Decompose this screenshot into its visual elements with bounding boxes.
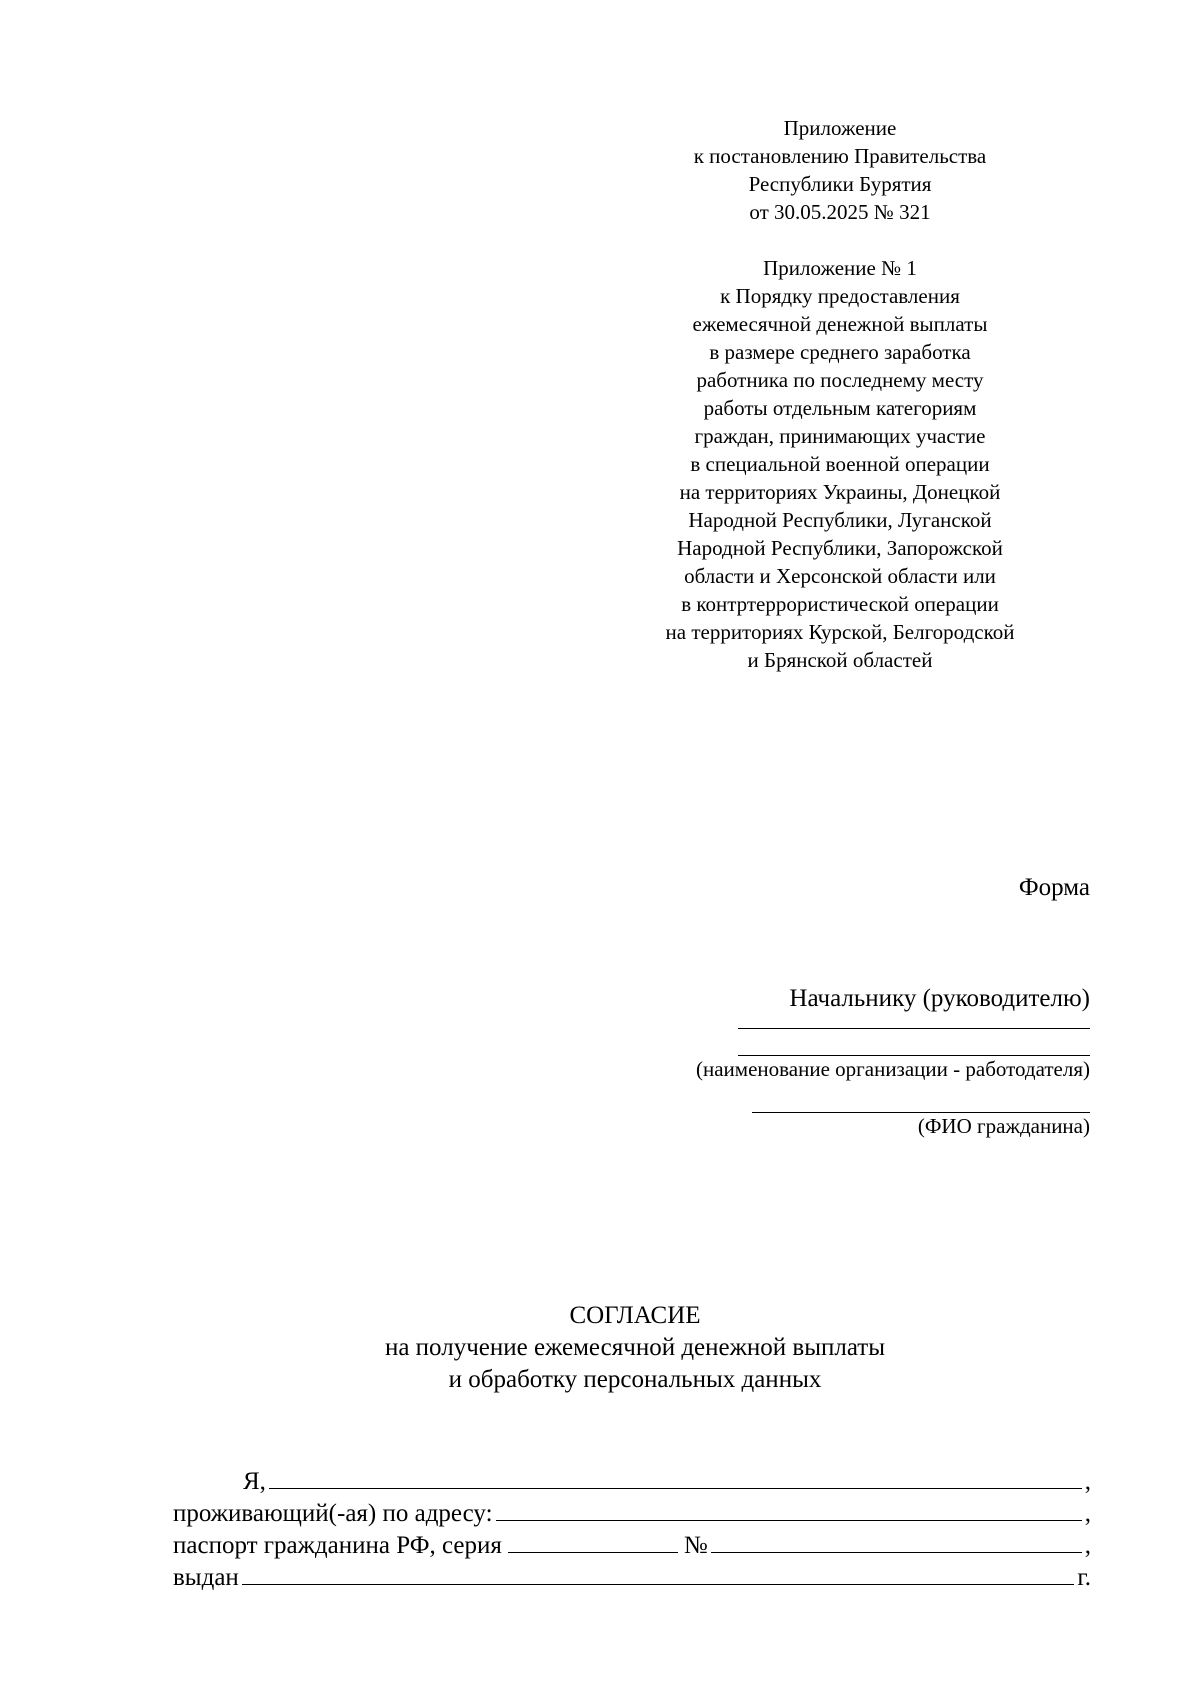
appendix1-line: Народной Республики, Луганской [688,508,992,532]
appendix1-line: работника по последнему месту [696,368,984,392]
addressee-heading: Начальнику (руководителю) [789,985,1090,1012]
comma: , [1084,1468,1091,1495]
appendix1-line: работы отдельным категориям [703,396,977,420]
appendix1-line: к Порядку предоставления [720,284,960,308]
appendix1-line: граждан, принимающих участие [694,424,986,448]
spacer [630,226,1050,254]
appendix1-line: в контртеррористической операции [681,592,999,616]
fio-caption: (ФИО гражданина) [917,1114,1090,1138]
appendix1-line: области и Херсонской области или [684,564,996,588]
title-line-2: на получение ежемесячной денежной выплаты [384,1334,886,1361]
address-field[interactable] [496,1520,1082,1521]
title-main: СОГЛАСИЕ [569,1302,701,1329]
appendix-line: Республики Бурятия [748,172,932,196]
passport-number-field[interactable] [711,1552,1082,1553]
consent-title [330,1300,940,1396]
passport-row [173,1528,1091,1560]
appendix1-line: на территориях Украины, Донецкой [679,480,1001,504]
passport-series-field[interactable] [508,1551,678,1553]
address-label: проживающий(-ая) по адресу: [173,1500,493,1527]
consent-fields [173,1464,1091,1592]
appendix1-line: на территориях Курской, Белгородской [665,620,1015,644]
issued-by-field[interactable] [242,1584,1075,1585]
appendix-block [630,114,1050,674]
title-line-3: и обработку персональных данных [448,1366,822,1393]
appendix-line: Приложение [783,116,897,140]
issued-label: выдан [173,1564,239,1591]
ya-label: Я, [243,1468,266,1495]
appendix-line: к постановлению Правительства [693,144,987,168]
appendix1-line: и Брянской областей [747,648,933,672]
appendix1-line: в размере среднего заработка [709,340,971,364]
appendix1-line: Приложение № 1 [763,256,917,280]
issued-row [173,1560,1091,1592]
fio-line[interactable] [752,1082,1090,1113]
org-name-line-2[interactable] [738,1029,1090,1056]
passport-label: паспорт гражданина РФ, серия [173,1532,502,1559]
full-name-field[interactable] [269,1488,1082,1489]
address-row [173,1496,1091,1528]
number-sign: № [683,1532,708,1559]
year-suffix: г. [1077,1564,1091,1591]
appendix1-line: в специальной военной операции [690,452,990,476]
comma: , [1084,1500,1091,1527]
appendix1-line: ежемесячной денежной выплаты [692,312,988,336]
comma: , [1084,1532,1091,1559]
name-row [173,1464,1091,1496]
org-name-line-1[interactable] [738,1016,1090,1029]
appendix1-line: Народной Республики, Запорожской [677,536,1003,560]
form-label: Форма [1018,874,1090,901]
org-name-caption: (наименование организации - работодателя) [696,1057,1090,1081]
addressee-block [570,982,1090,1139]
appendix-date-line: от 30.05.2025 № 321 [749,200,931,224]
